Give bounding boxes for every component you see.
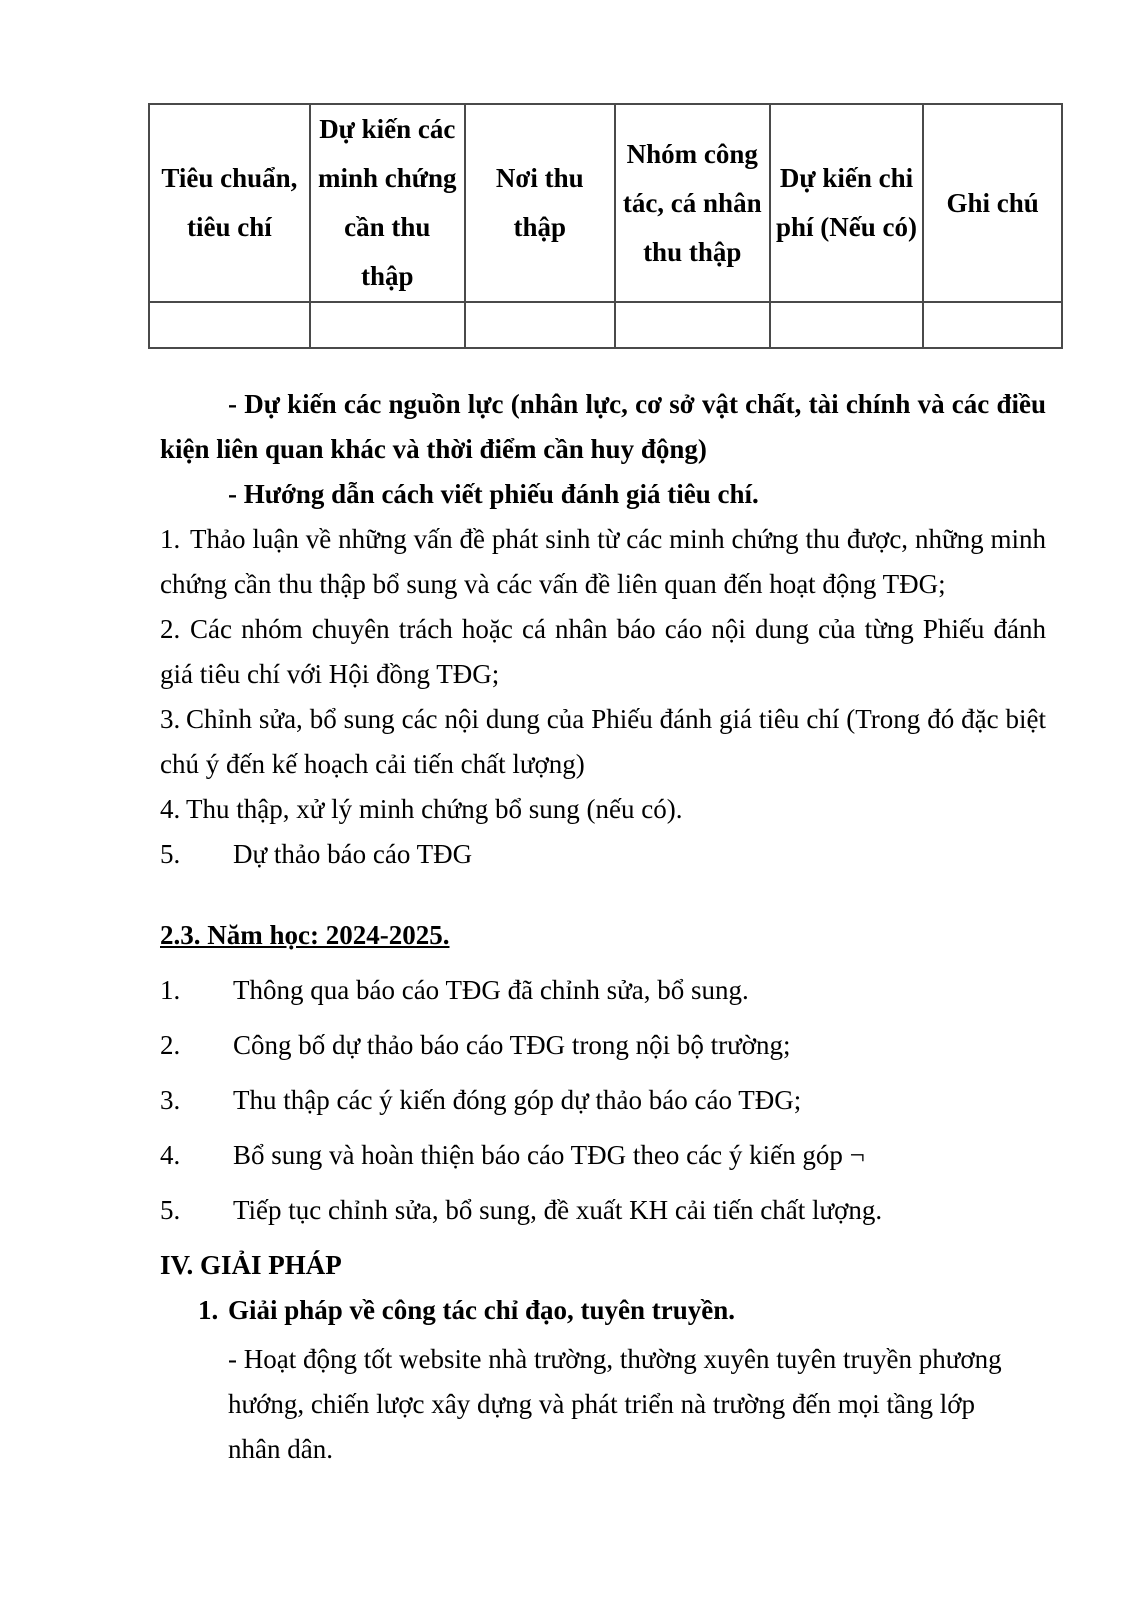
list-number: 3. <box>160 1085 181 1115</box>
task-text: Chỉnh sửa, bổ sung các nội dung của Phiếu đánh giá tiêu chí (Trong đó đặc biệt chú ý đến kế hoạch cải tiến chất lượng) <box>160 704 1046 779</box>
empty-cell <box>615 302 770 348</box>
task-text: Thu thập, xử lý minh chứng bổ sung (nếu có). <box>186 794 683 824</box>
empty-cell <box>310 302 465 348</box>
task-text: Dự thảo báo cáo TĐG <box>233 839 473 869</box>
task-text: Thu thập các ý kiến đóng góp dự thảo báo cáo TĐG; <box>233 1085 802 1115</box>
empty-cell <box>770 302 923 348</box>
note-resources: - Dự kiến các nguồn lực (nhân lực, cơ sở vật chất, tài chính và các điều kiện liên quan khác và thời điểm cần huy động) <box>160 389 1046 464</box>
list-number: 5. <box>160 1195 181 1225</box>
list-number: 2. <box>160 1030 181 1060</box>
table-empty-row <box>149 302 1062 348</box>
header-ghi-chu: Ghi chú <box>923 104 1062 302</box>
list-number: 5. <box>160 839 181 869</box>
list-number: 3. <box>160 704 181 734</box>
header-du-kien-chi-phi: Dự kiến chi phí (Nếu có) <box>770 104 923 302</box>
table-header-row <box>149 104 1062 302</box>
header-nhom-cong-tac: Nhóm công tác, cá nhân thu thập <box>615 104 770 302</box>
solution-title-text: Giải pháp về công tác chỉ đạo, tuyên truyền. <box>228 1295 736 1325</box>
solution-body: - Hoạt động tốt website nhà trường, thường xuyên tuyên truyền phương hướng, chiến lược xây dựng và phát triển nà trường đến mọi tầng lớp nhân dân. <box>228 1344 1002 1464</box>
task-item <box>160 1078 1046 1123</box>
list-number: 4. <box>160 794 181 824</box>
task-text: Bổ sung và hoàn thiện báo cáo TĐG theo các ý kiến góp ¬ <box>233 1140 865 1170</box>
task-item <box>160 1133 1046 1178</box>
task-text: Thông qua báo cáo TĐG đã chỉnh sửa, bổ sung. <box>233 975 749 1005</box>
task-item <box>160 968 1046 1013</box>
header-noi-thu-thap: Nơi thu thập <box>465 104 615 302</box>
task-item <box>160 607 1046 697</box>
list-number: 2. <box>160 614 181 644</box>
task-item <box>160 517 1046 607</box>
header-du-kien-minh-chung: Dự kiến các minh chứng cần thu thập <box>310 104 465 302</box>
task-item <box>160 1188 1046 1233</box>
task-text: Tiếp tục chỉnh sửa, bổ sung, đề xuất KH cải tiến chất lượng. <box>233 1195 883 1225</box>
header-tieu-chuan-tieu-chi: Tiêu chuẩn, tiêu chí <box>149 104 310 302</box>
task-item <box>160 697 1046 787</box>
list-number: 1. <box>160 524 181 554</box>
task-text: Thảo luận về những vấn đề phát sinh từ các minh chứng thu được, những minh chứng cần thu thập bổ sung và các vấn đề liên quan đến hoạt động TĐG; <box>160 524 1046 599</box>
list-number: 1. <box>198 1295 219 1325</box>
task-item <box>160 832 1046 877</box>
heading-solutions: IV. GIẢI PHÁP <box>160 1250 342 1280</box>
task-text: Công bố dự thảo báo cáo TĐG trong nội bộ trường; <box>233 1030 791 1060</box>
heading-school-year: 2.3. Năm học: 2024-2025. <box>160 920 450 950</box>
evidence-plan-table <box>148 103 1063 349</box>
empty-cell <box>923 302 1062 348</box>
empty-cell <box>465 302 615 348</box>
task-text: Các nhóm chuyên trách hoặc cá nhân báo cáo nội dung của từng Phiếu đánh giá tiêu chí với Hội đồng TĐG; <box>160 614 1046 689</box>
task-item <box>160 1023 1046 1068</box>
task-item <box>160 787 1046 832</box>
list-number: 4. <box>160 1140 181 1170</box>
note-guideline: - Hướng dẫn cách viết phiếu đánh giá tiêu chí. <box>228 479 759 509</box>
empty-cell <box>149 302 310 348</box>
solution-title <box>198 1288 1046 1333</box>
list-number: 1. <box>160 975 181 1005</box>
